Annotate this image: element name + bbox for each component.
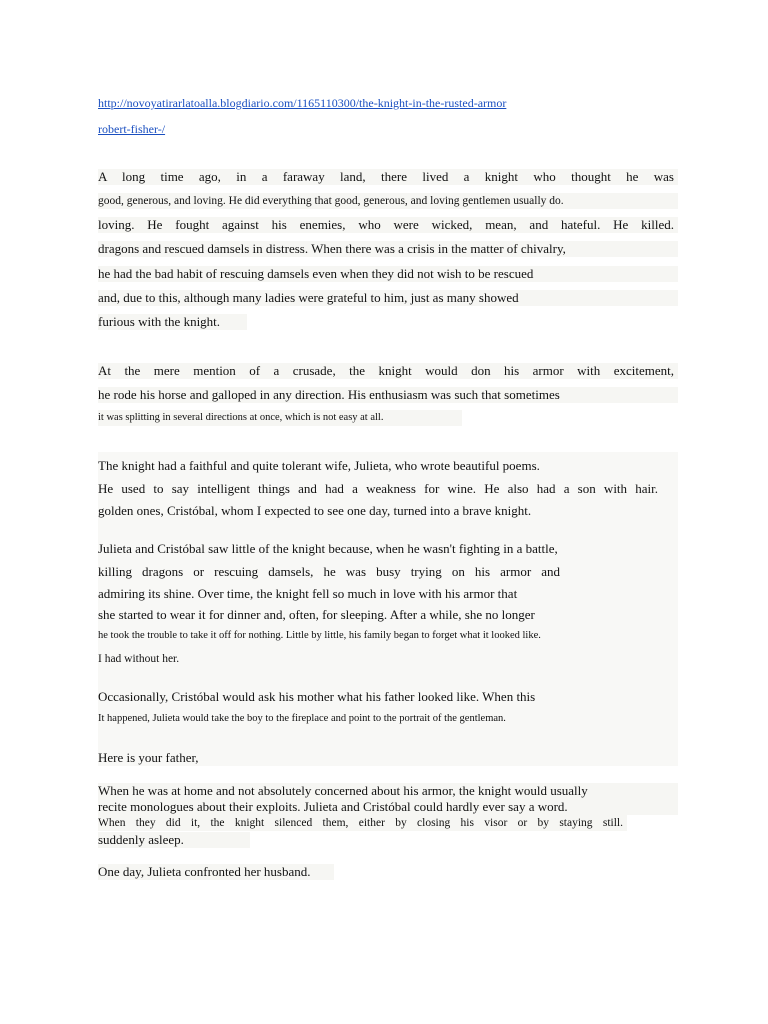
paragraph-line: golden ones, Cristóbal, whom I expected to see one day, turned into a brave knight. bbox=[98, 503, 532, 518]
paragraph-line: she started to wear it for dinner and, often, for sleeping. After a while, she no longer bbox=[98, 607, 535, 622]
paragraph-line: it was splitting in several directions at once, which is not easy at all. bbox=[98, 410, 462, 426]
paragraph-line: It happened, Julieta would take the boy to the fireplace and point to the portrait of the gentleman. bbox=[98, 713, 506, 724]
paragraph-line: dragons and rescued damsels in distress. When there was a crisis in the matter of chivalry, bbox=[98, 241, 678, 257]
paragraph-line: A long time ago, in a faraway land, there lived a knight who thought he was bbox=[98, 169, 678, 185]
source-link-line-2[interactable] bbox=[98, 122, 175, 137]
paragraph-line: recite monologues about their exploits. Julieta and Cristóbal could hardly ever say a word. bbox=[98, 799, 678, 815]
source-link-text-1[interactable]: http://novoyatirarlatoalla.blogdiario.com/1165110300/the-knight-in-the-rusted-armor bbox=[98, 96, 507, 110]
paragraph-line: he rode his horse and galloped in any direction. His enthusiasm was such that sometimes bbox=[98, 387, 678, 403]
paragraph-line: suddenly asleep. bbox=[98, 832, 250, 848]
paragraph-line: admiring its shine. Over time, the knight fell so much in love with his armor that bbox=[98, 586, 518, 601]
paragraph-line: He used to say intelligent things and had a weakness for wine. He also had a son with hair. bbox=[98, 481, 658, 496]
paragraph-line: The knight had a faithful and quite tolerant wife, Julieta, who wrote beautiful poems. bbox=[98, 458, 540, 473]
paragraph-line: Julieta and Cristóbal saw little of the knight because, when he wasn't fighting in a battle, bbox=[98, 541, 558, 556]
paragraph-line: Occasionally, Cristóbal would ask his mother what his father looked like. When this bbox=[98, 689, 536, 704]
paragraph-line: loving. He fought against his enemies, who were wicked, mean, and hateful. He killed. bbox=[98, 217, 678, 233]
paragraph-line: he had the bad habit of rescuing damsels even when they did not wish to be rescued bbox=[98, 266, 678, 282]
paragraph-line: killing dragons or rescuing damsels, he was busy trying on his armor and bbox=[98, 564, 560, 579]
paragraph-line: When they did it, the knight silenced them, either by closing his visor or by staying still. bbox=[98, 815, 627, 831]
paragraph-line: When he was at home and not absolutely concerned about his armor, the knight would usually bbox=[98, 783, 678, 799]
paragraph-line: furious with the knight. bbox=[98, 314, 247, 330]
paragraph-line: At the mere mention of a crusade, the knight would don his armor with excitement, bbox=[98, 363, 678, 379]
paragraph-line: he took the trouble to take it off for nothing. Little by little, his family began to forget what it looked like. bbox=[98, 630, 541, 641]
source-link-line-1[interactable] bbox=[98, 96, 592, 111]
source-link-text-2[interactable]: robert-fisher-/ bbox=[98, 122, 166, 136]
paragraph-line: Here is your father, bbox=[98, 750, 199, 765]
paragraph-line: good, generous, and loving. He did everything that good, generous, and loving gentlemen usually do. bbox=[98, 193, 678, 209]
shaded-section bbox=[98, 452, 678, 766]
paragraph-line: One day, Julieta confronted her husband. bbox=[98, 864, 334, 880]
paragraph-line: and, due to this, although many ladies were grateful to him, just as many showed bbox=[98, 290, 678, 306]
paragraph-line: I had without her. bbox=[98, 653, 180, 665]
